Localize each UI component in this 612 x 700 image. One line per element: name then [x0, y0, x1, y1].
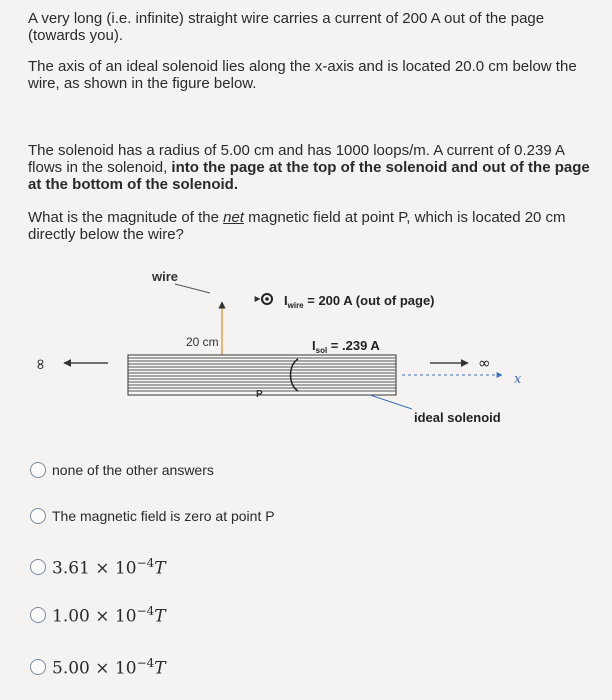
- question-paragraph-wire: A very long (i.e. infinite) straight wire carries a current of 200 A out of the page (towards you).: [28, 10, 545, 44]
- solenoid-label: ideal solenoid: [414, 410, 501, 425]
- wire-label: wire: [152, 269, 179, 284]
- answer-option-3-61e-4[interactable]: [30, 556, 166, 579]
- left-infinity-label: ∞: [32, 358, 50, 371]
- prompt-text-post: magnetic field at point P, which is located 20 cm directly below the wire?: [28, 209, 566, 243]
- x-axis-label: x: [514, 372, 522, 387]
- question-prompt: [28, 209, 598, 243]
- answer-option-1-00e-4[interactable]: [30, 604, 166, 627]
- problem-figure: [0, 255, 612, 455]
- question-paragraph-solenoid-axis: The axis of an ideal solenoid lies along the x-axis and is located 20.0 cm below the wire, as shown in the figure below.: [28, 58, 577, 92]
- solenoid-current-text: The solenoid has a radius of 5.00 cm and has 1000 loops/m. A current of 0.239 A flows in the solenoid,: [28, 142, 565, 176]
- solenoid-current-direction: into the page at the top of the solenoid and out of the page at the bottom of the solenoid.: [28, 159, 590, 193]
- prompt-text-pre: What is the magnitude of the: [28, 209, 224, 226]
- prompt-net-word: net: [223, 209, 244, 226]
- solenoid-label-leader: [370, 395, 412, 409]
- solenoid-current-label: $I_{sol} = .239$ A: [312, 338, 380, 355]
- answer-option-5-00e-4[interactable]: [30, 656, 166, 679]
- radio-button[interactable]: [30, 462, 46, 478]
- radio-button[interactable]: [30, 659, 46, 675]
- option-label: none of the other answers: [52, 462, 214, 478]
- point-p-label: P: [256, 389, 263, 400]
- answer-option-zero[interactable]: [30, 508, 275, 524]
- radio-button[interactable]: [30, 607, 46, 623]
- option-label: $3.61 \times 10^{-4}T$: [52, 556, 166, 579]
- answer-option-none[interactable]: [30, 462, 214, 478]
- right-infinity-label: ∞: [478, 354, 491, 372]
- question-paragraph-solenoid-current: [28, 142, 598, 193]
- wire-label-leader: [175, 284, 210, 293]
- wire-out-of-page-icon: [262, 294, 272, 304]
- option-label: The magnetic field is zero at point P: [52, 508, 275, 524]
- radio-button[interactable]: [30, 559, 46, 575]
- distance-label: 20 cm: [186, 335, 219, 349]
- radio-button[interactable]: [30, 508, 46, 524]
- wire-current-label: $I_{wire} = 200$ A (out of page): [284, 293, 435, 310]
- option-label: $5.00 \times 10^{-4}T$: [52, 656, 166, 679]
- option-label: $1.00 \times 10^{-4}T$: [52, 604, 166, 627]
